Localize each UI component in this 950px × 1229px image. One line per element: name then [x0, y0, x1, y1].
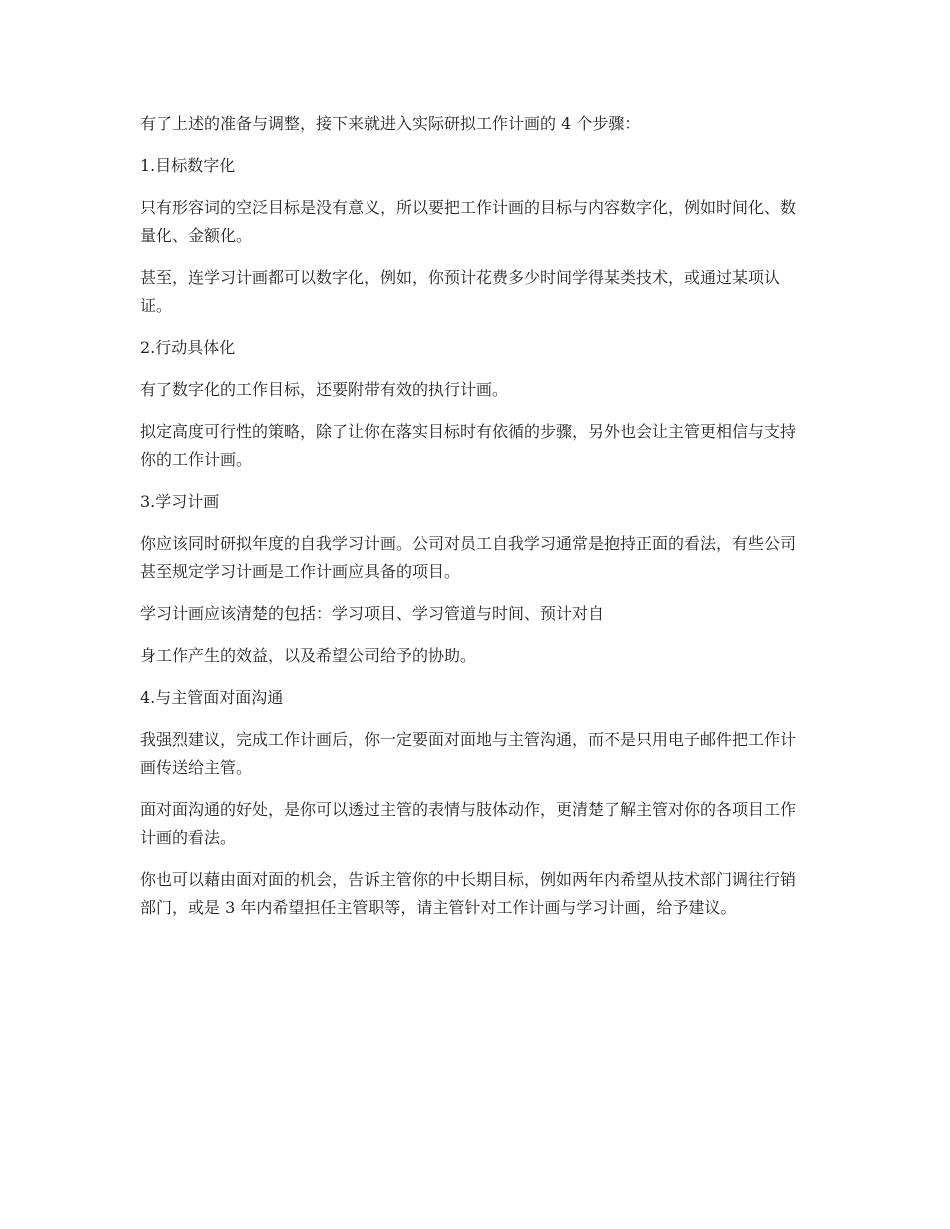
step-1-heading: 1.目标数字化: [140, 156, 236, 175]
step-2-heading: 2.行动具体化: [140, 338, 236, 357]
document-page: [140, 110, 810, 936]
step-4-paragraph-3: 你也可以藉由面对面的机会，告诉主管你的中长期目标，例如两年内希望从技术部门调往行销部门，或是 3 年内希望担任主管职等，请主管针对工作计画与学习计画，给予建议。: [140, 870, 797, 917]
step-3-paragraph-1: 你应该同时研拟年度的自我学习计画。公司对员工自我学习通常是抱持正面的看法，有些公司甚至规定学习计画是工作计画应具备的项目。: [140, 534, 797, 581]
step-4-paragraph-2: 面对面沟通的好处，是你可以透过主管的表情与肢体动作，更清楚了解主管对你的各项目工作计画的看法。: [140, 800, 797, 847]
step-4-paragraph-1: 我强烈建议，完成工作计画后，你一定要面对面地与主管沟通，而不是只用电子邮件把工作计画传送给主管。: [140, 730, 797, 777]
intro-paragraph: 有了上述的准备与调整，接下来就进入实际研拟工作计画的 4 个步骤：: [140, 114, 641, 133]
step-2-paragraph-2: 拟定高度可行性的策略，除了让你在落实目标时有依循的步骤，另外也会让主管更相信与支持你的工作计画。: [140, 422, 797, 469]
step-3-paragraph-3: 身工作产生的效益，以及希望公司给予的协助。: [140, 646, 477, 665]
step-3-heading: 3.学习计画: [140, 492, 220, 511]
step-1-paragraph-1: 只有形容词的空泛目标是没有意义，所以要把工作计画的目标与内容数字化，例如时间化、数量化、金额化。: [140, 198, 797, 245]
step-4-heading: 4.与主管面对面沟通: [140, 688, 284, 707]
step-1-paragraph-2: 甚至，连学习计画都可以数字化，例如，你预计花费多少时间学得某类技术，或通过某项认证。: [140, 268, 781, 315]
step-2-paragraph-1: 有了数字化的工作目标，还要附带有效的执行计画。: [140, 380, 509, 399]
step-3-paragraph-2: 学习计画应该清楚的包括：学习项目、学习管道与时间、预计对自: [140, 604, 605, 623]
